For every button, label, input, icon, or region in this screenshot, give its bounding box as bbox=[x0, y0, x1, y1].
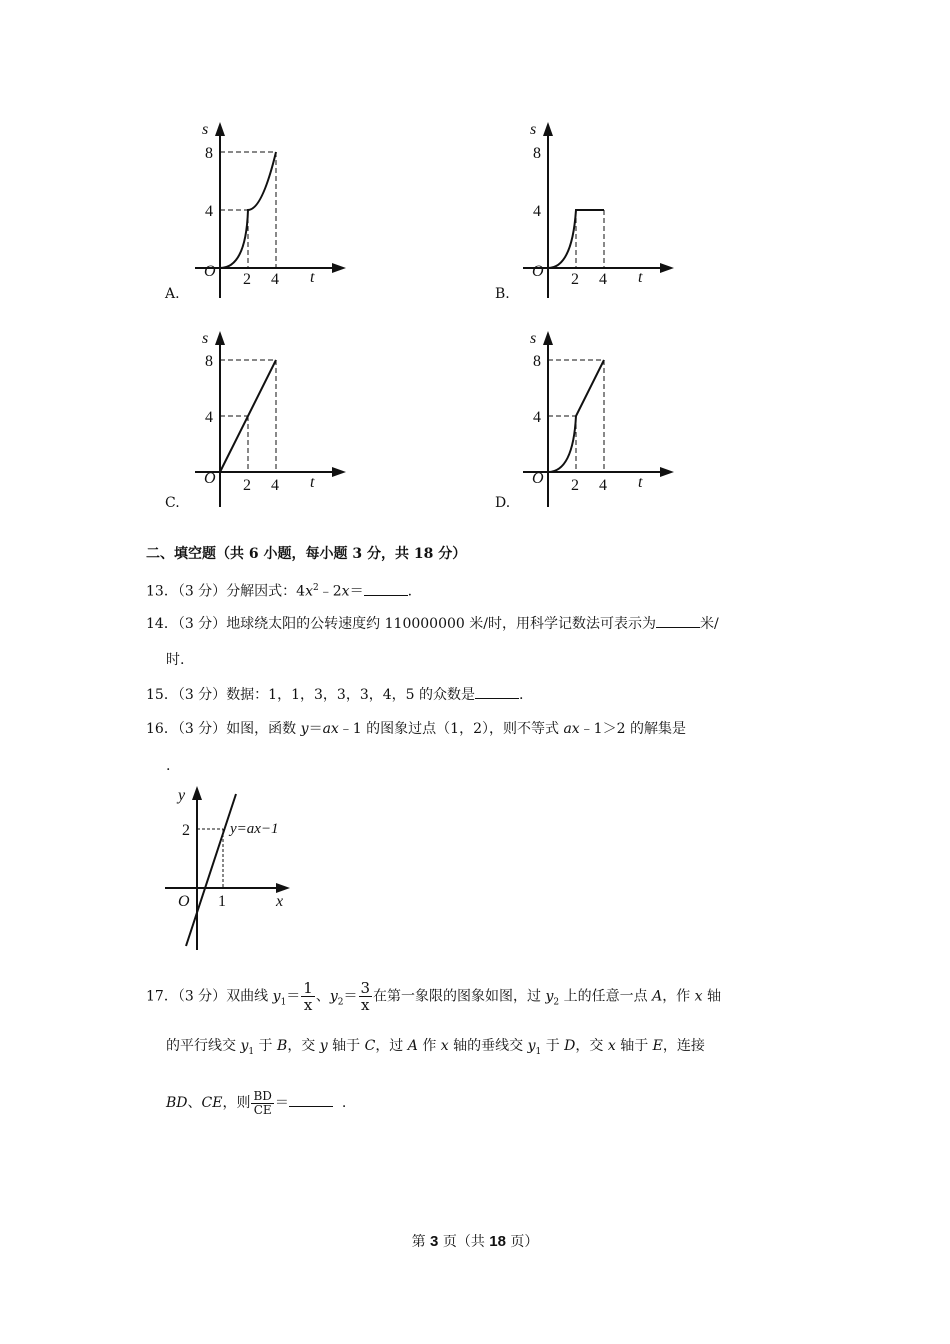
x-tick-4: 4 bbox=[271, 271, 279, 288]
option-c-label: C. bbox=[165, 495, 180, 511]
x-tick-2: 2 bbox=[243, 477, 251, 494]
y-tick-4: 4 bbox=[533, 203, 541, 220]
x-tick-2: 2 bbox=[571, 477, 579, 494]
x-axis-label: x bbox=[276, 893, 284, 910]
origin-label: O bbox=[204, 470, 216, 487]
y-axis-label: s bbox=[530, 330, 537, 347]
question-15: 15．（3 分）数据：1，1，3，3，3，4，5 的众数是 . bbox=[146, 687, 524, 703]
graph-option-b bbox=[518, 118, 678, 303]
origin-label: O bbox=[532, 470, 544, 487]
x-tick-4: 4 bbox=[599, 477, 607, 494]
origin-label: O bbox=[532, 263, 544, 280]
option-a-label: A. bbox=[165, 286, 180, 302]
option-d-label: D. bbox=[495, 495, 511, 511]
graph-option-d bbox=[518, 327, 678, 512]
graph-question-16 bbox=[160, 782, 305, 954]
y-tick-8: 8 bbox=[533, 353, 541, 370]
option-b-label: B. bbox=[495, 286, 510, 302]
origin-label: O bbox=[178, 893, 190, 910]
section-title: 二、填空题（共 6 小题，每小题 3 分，共 18 分） bbox=[146, 546, 467, 562]
question-16: 16．（3 分）如图，函数 y＝ax﹣1 的图象过点（1，2），则不等式 ax﹣1＞2 的解集是 bbox=[146, 721, 686, 737]
x-tick-1: 1 bbox=[218, 893, 226, 910]
y-axis-label: s bbox=[202, 121, 209, 138]
x-axis-label: t bbox=[638, 474, 643, 491]
y-tick-8: 8 bbox=[205, 145, 213, 162]
answer-blank bbox=[656, 615, 700, 628]
x-axis-label: t bbox=[310, 474, 315, 491]
y-tick-4: 4 bbox=[205, 203, 213, 220]
x-axis-label: t bbox=[638, 269, 643, 286]
fraction-1-over-x: $\frac{1}{x}$ bbox=[303, 979, 313, 1014]
question-14: 14．（3 分）地球绕太阳的公转速度约 110000000 米/时，用科学记数法可表示为 米/ bbox=[146, 616, 719, 632]
y-axis-label: s bbox=[530, 121, 537, 138]
y-tick-2: 2 bbox=[182, 822, 190, 839]
total-pages: 18 bbox=[489, 1233, 506, 1250]
x-tick-2: 2 bbox=[243, 271, 251, 288]
origin-label: O bbox=[204, 263, 216, 280]
x-tick-2: 2 bbox=[571, 271, 579, 288]
graph-option-c bbox=[190, 327, 350, 512]
line-label: y=ax−1 bbox=[230, 821, 279, 837]
y-tick-4: 4 bbox=[205, 409, 213, 426]
question-17-line2: 的平行线交 $y_1$ 于 B，交 y 轴于 C，过 A 作 x 轴的垂线交 $y_1$ 于 D，交 x 轴于 E，连接 bbox=[166, 1038, 705, 1057]
y-tick-8: 8 bbox=[533, 145, 541, 162]
question-17-line3: BD、CE，则 $\frac{BD}{CE}$ ＝ . bbox=[166, 1088, 347, 1117]
x-tick-4: 4 bbox=[271, 477, 279, 494]
page-footer: 第 3 页（共 18 页） bbox=[411, 1233, 539, 1250]
graph-option-a bbox=[190, 118, 350, 303]
question-13: 13．（3 分）分解因式：$4x^2﹣2x=$ . bbox=[146, 583, 413, 600]
question-14-line2: 时. bbox=[166, 652, 185, 668]
page-number: 3 bbox=[430, 1233, 439, 1250]
answer-blank bbox=[475, 686, 519, 699]
x-tick-4: 4 bbox=[599, 271, 607, 288]
fraction-3-over-x: $\frac{3}{x}$ bbox=[360, 979, 371, 1014]
answer-blank bbox=[289, 1094, 333, 1107]
question-16-line2: . bbox=[166, 758, 171, 774]
fraction-bd-over-ce: $\frac{BD}{CE}$ bbox=[253, 1088, 272, 1117]
y-tick-8: 8 bbox=[205, 353, 213, 370]
y-tick-4: 4 bbox=[533, 409, 541, 426]
answer-blank bbox=[364, 583, 408, 596]
y-axis-label: s bbox=[202, 330, 209, 347]
x-axis-label: t bbox=[310, 269, 315, 286]
y-axis-label: y bbox=[178, 787, 186, 804]
question-17: 17．（3 分）双曲线 $y_1=$ $\frac{1}{x}$ 、$y_2=$ $\frac{3}{x}$ 在第一象限的图象如图，过 $y_2$ 上的任意一点 A，作 x 轴 bbox=[146, 979, 721, 1014]
